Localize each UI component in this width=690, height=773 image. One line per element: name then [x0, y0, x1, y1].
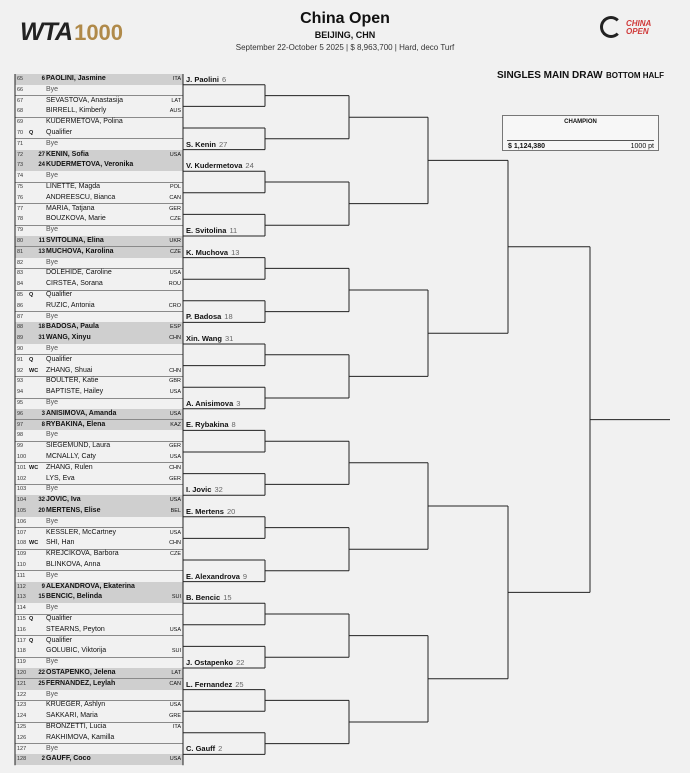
player-name: ANISIMOVA, Amanda [46, 409, 117, 417]
draw-number: 125 [17, 724, 27, 730]
draw-number: 79 [17, 227, 24, 234]
entry-type: WC [29, 540, 39, 547]
round2-seed: 22 [236, 658, 245, 667]
player-name: SHI, Han [46, 539, 75, 547]
draw-number: 78 [17, 216, 24, 223]
round2-seed: 9 [242, 571, 248, 581]
seed-number: 22 [38, 670, 45, 676]
draw-number: 107 [17, 529, 27, 536]
round2-seed: 13 [231, 247, 240, 257]
player-name: Bye [46, 744, 59, 752]
country-code: BEL [170, 508, 181, 514]
entry-type: Q [29, 616, 34, 622]
draw-number: 91 [17, 356, 24, 363]
player-name: RYBAKINA, Elena [46, 420, 106, 428]
player-name: KENIN, Sofia [46, 150, 89, 158]
country-code: GBR [169, 378, 181, 385]
player-name: BENCIC, Belinda [46, 593, 103, 601]
player-name: Bye [46, 399, 59, 406]
round2-seed: 31 [224, 334, 234, 343]
draw-number: 128 [17, 756, 27, 763]
country-code: LAT [171, 670, 181, 676]
round2-name: A. Anisimova [186, 398, 234, 408]
player-name: GOLUBIC, Viktorija [46, 647, 107, 655]
player-name: Bye [46, 312, 59, 320]
seed-number: 25 [38, 680, 45, 687]
round2-name: J. Ostapenko [186, 658, 234, 667]
draw-number: 81 [17, 248, 24, 255]
draw-number: 65 [17, 76, 24, 82]
seed-number: 31 [38, 335, 45, 342]
draw-number: 120 [17, 670, 27, 676]
country-code: CZE [170, 551, 181, 558]
player-name: KUDERMETOVA, Polina [46, 118, 123, 126]
draw-number: 100 [17, 454, 27, 460]
entry-type: Q [29, 130, 34, 136]
draw-number: 89 [17, 335, 24, 342]
player-name: KREJCIKOVA, Barbora [46, 550, 119, 558]
draw-number: 83 [17, 270, 24, 277]
entry-type: Q [29, 356, 34, 363]
player-name: MERTENS, Elise [46, 507, 101, 514]
country-code: CZE [170, 216, 181, 223]
country-code: CHN [169, 335, 181, 342]
player-name: SVITOLINA, Elina [46, 237, 104, 244]
draw-number: 122 [17, 691, 27, 698]
draw-number: 69 [17, 119, 24, 126]
entry-type: WC [29, 464, 39, 471]
draw-number: 77 [17, 205, 24, 212]
country-code: ROU [168, 281, 181, 288]
draw-number: 73 [17, 162, 24, 169]
player-name: Bye [46, 345, 59, 352]
player-name: BAPTISTE, Hailey [46, 388, 104, 396]
seed-number: 18 [38, 324, 45, 331]
player-name: Qualifier [46, 355, 73, 363]
draw-number: 98 [17, 432, 24, 439]
draw-number: 124 [17, 713, 27, 720]
player-name: Qualifier [46, 636, 73, 644]
player-name: Bye [46, 571, 59, 579]
brand-number: 1000 [74, 20, 124, 45]
country-code: CHN [169, 540, 181, 547]
champion-prize: $ 1,124,380 [508, 143, 545, 150]
draw-number: 66 [17, 86, 24, 93]
entry-type: WC [29, 367, 39, 374]
player-name: BRONZETTI, Lucia [46, 723, 107, 730]
country-code: USA [169, 497, 181, 504]
country-code: KAZ [170, 421, 181, 428]
draw-number: 70 [17, 130, 24, 136]
draw-number: 95 [17, 400, 24, 406]
draw-number: 74 [17, 173, 24, 180]
country-code: GER [169, 205, 181, 212]
country-code: GER [169, 443, 181, 450]
player-name: KRUEGER, Ashlyn [46, 701, 106, 709]
draw-number: 108 [17, 540, 27, 547]
country-code: POL [169, 184, 181, 190]
player-name: BIRRELL, Kimberly [46, 107, 107, 115]
seed-number: 8 [41, 421, 45, 428]
draw-number: 92 [17, 367, 24, 374]
country-code: LAT [171, 97, 181, 104]
round2-name: B. Bencic [186, 593, 221, 603]
country-code: CRO [168, 302, 181, 309]
round2-name: E. Svitolina [186, 226, 227, 235]
round2-name: P. Badosa [186, 312, 222, 322]
draw-number: 121 [17, 680, 27, 687]
player-name: LINETTE, Magda [46, 183, 101, 190]
round2-name: E. Alexandrova [186, 571, 240, 581]
seed-number: 13 [38, 248, 45, 255]
draw-number: 113 [17, 594, 26, 601]
country-code: UKR [169, 238, 181, 244]
round2-name: E. Rybakina [186, 420, 229, 430]
draw-number: 72 [17, 151, 24, 158]
seed-number: 24 [38, 162, 45, 169]
draw-number: 119 [17, 659, 26, 666]
draw-number: 75 [17, 184, 24, 190]
round2-name: K. Muchova [186, 247, 229, 257]
draw-number: 118 [17, 648, 26, 655]
draw-number: 71 [17, 140, 24, 147]
round2-seed: 3 [236, 398, 241, 408]
player-name: RUZIC, Antonia [46, 301, 95, 309]
country-code: USA [169, 389, 181, 396]
draw-number: 82 [17, 259, 24, 266]
draw-number: 111 [17, 572, 26, 579]
player-name: RAKHIMOVA, Kamilla [46, 733, 115, 741]
player-name: MUCHOVA, Karolina [46, 247, 114, 255]
country-code: USA [169, 529, 181, 536]
seed-number: 32 [38, 497, 45, 504]
player-name: ZHANG, Shuai [46, 366, 93, 374]
seed-number: 6 [41, 76, 45, 82]
round2-name: J. Paolini [186, 74, 219, 84]
round2-seed: 6 [221, 74, 227, 84]
brand-letters: WTA [20, 18, 73, 46]
player-name: Bye [46, 226, 59, 234]
player-name: PAOLINI, Jasmine [46, 75, 106, 82]
round2-name: C. Gauff [186, 744, 216, 754]
player-name: ZHANG, Rulen [46, 463, 93, 471]
country-code: AUS [169, 108, 181, 115]
seed-number: 2 [41, 756, 45, 763]
draw-number: 116 [17, 626, 26, 633]
round2-seed: 18 [224, 312, 233, 322]
seed-number: 9 [41, 583, 45, 590]
player-name: GAUFF, Coco [46, 755, 91, 763]
player-name: SEVASTOVA, Anastasija [46, 96, 124, 104]
country-code: CAN [169, 680, 181, 687]
entry-type: Q [29, 637, 34, 644]
tournament-info: September 22-October 5 2025 | $ 8,963,700 | Hard, deco Turf [235, 43, 455, 52]
player-name: Bye [46, 139, 59, 147]
draw-number: 85 [17, 292, 24, 298]
seed-number: 11 [38, 238, 45, 244]
draw-number: 110 [17, 562, 26, 568]
round2-seed: 2 [218, 744, 223, 754]
round2-name: V. Kudermetova [186, 161, 243, 171]
round2-name: E. Mertens [186, 506, 224, 516]
draw-number: 84 [17, 281, 24, 288]
draw-number: 96 [17, 410, 24, 417]
country-code: GER [169, 475, 181, 482]
champion-label: CHAMPION [564, 119, 597, 125]
country-code: USA [169, 702, 181, 709]
draw-number: 80 [17, 238, 24, 244]
round2-name: I. Jovic [186, 485, 212, 495]
country-code: USA [169, 626, 181, 633]
round2-seed: 24 [245, 161, 254, 171]
player-name: Qualifier [46, 291, 73, 298]
country-code: CZE [170, 248, 181, 255]
country-code: CHN [169, 367, 181, 374]
section-title: SINGLES MAIN DRAW [497, 70, 603, 81]
round2-seed: 25 [235, 679, 244, 689]
seed-number: 20 [38, 508, 45, 514]
player-name: MCNALLY, Caty [46, 453, 96, 460]
player-name: BADOSA, Paula [46, 323, 99, 331]
player-name: Qualifier [46, 129, 73, 136]
player-name: JOVIC, Iva [46, 496, 81, 504]
draw-number: 112 [17, 583, 26, 590]
player-name: Qualifier [46, 615, 73, 622]
draw-number: 123 [17, 702, 27, 709]
tournament-location: BEIJING, CHN [314, 30, 376, 40]
draw-number: 99 [17, 443, 24, 450]
player-name: Bye [46, 258, 59, 266]
player-name: BOUZKOVA, Marie [46, 215, 106, 223]
draw-number: 106 [17, 518, 27, 525]
draw-number: 127 [17, 745, 27, 752]
player-name: MARIA, Tatjana [46, 204, 95, 212]
round2-seed: 15 [223, 593, 232, 603]
country-code: GRE [169, 713, 181, 720]
draw-number: 126 [17, 734, 27, 741]
player-name: DOLEHIDE, Caroline [46, 269, 112, 277]
draw-number: 103 [17, 486, 27, 493]
country-code: ITA [172, 76, 181, 82]
player-name: ALEXANDROVA, Ekaterina [46, 582, 135, 590]
draw-number: 115 [17, 616, 26, 622]
draw-number: 76 [17, 194, 24, 201]
round2-name: S. Kenin [186, 139, 217, 149]
country-code: USA [169, 270, 181, 277]
draw-number: 109 [17, 551, 27, 558]
draw-number: 93 [17, 378, 24, 385]
draw-number: 117 [17, 637, 26, 644]
round2-seed: 27 [219, 139, 228, 149]
round2-seed: 32 [214, 485, 223, 495]
player-name: Bye [46, 431, 59, 439]
round2-seed: 20 [226, 506, 236, 516]
champion-points: 1000 pt [630, 143, 654, 150]
country-code: SUI [171, 594, 181, 601]
country-code: USA [169, 410, 181, 417]
player-name: Bye [46, 690, 59, 698]
country-code: CAN [169, 194, 181, 201]
player-name: BOULTER, Katie [46, 377, 99, 385]
country-code: USA [169, 454, 181, 460]
player-name: STEARNS, Peyton [46, 625, 105, 633]
player-name: Bye [46, 658, 59, 666]
country-code: SUI [171, 648, 181, 655]
draw-number: 88 [17, 324, 24, 331]
player-name: SAKKARI, Maria [46, 712, 98, 720]
country-code: USA [169, 151, 181, 158]
draw-number: 67 [17, 97, 24, 104]
entry-type: Q [29, 292, 34, 298]
round2-seed: 8 [231, 420, 236, 430]
seed-number: 15 [38, 594, 45, 601]
player-name: Bye [46, 604, 59, 612]
draw-number: 114 [17, 605, 26, 612]
seed-number: 3 [41, 410, 45, 417]
draw-number: 94 [17, 389, 24, 396]
player-name: KESSLER, McCartney [46, 528, 117, 536]
player-name: FERNANDEZ, Leylah [46, 679, 116, 687]
draw-number: 101 [17, 464, 27, 471]
player-name: SIEGEMUND, Laura [46, 442, 111, 450]
country-code: USA [169, 756, 181, 763]
section-subtitle: BOTTOM HALF [606, 71, 665, 80]
draw-number: 105 [17, 508, 27, 514]
draw-number: 104 [17, 497, 27, 504]
player-name: Bye [46, 517, 59, 525]
seed-number: 27 [38, 151, 45, 158]
player-name: CIRSTEA, Sorana [46, 280, 103, 288]
player-name: Bye [46, 172, 59, 180]
draw-number: 87 [17, 313, 24, 320]
draw-number: 97 [17, 421, 24, 428]
player-name: KUDERMETOVA, Veronika [46, 161, 134, 169]
draw-number: 90 [17, 346, 24, 352]
player-name: LYS, Eva [46, 474, 75, 482]
round2-name: L. Fernandez [186, 679, 233, 689]
draw-number: 86 [17, 302, 24, 309]
player-name: BLINKOVA, Anna [46, 561, 101, 568]
country-code: ESP [169, 324, 181, 331]
country-code: ITA [172, 724, 181, 730]
player-name: Bye [46, 85, 59, 93]
player-name: WANG, Xinyu [46, 334, 91, 342]
player-name: OSTAPENKO, Jelena [46, 669, 116, 676]
tournament-title: China Open [300, 10, 390, 27]
player-name: ANDREESCU, Bianca [46, 193, 116, 201]
player-name: Bye [46, 485, 59, 493]
round2-name: Xin. Wang [186, 334, 222, 343]
country-code: CHN [169, 464, 181, 471]
sponsor-logo-text: CHINA OPEN [626, 19, 652, 36]
draw-number: 102 [17, 475, 27, 482]
draw-number: 68 [17, 108, 24, 115]
round2-seed: 11 [229, 226, 238, 235]
